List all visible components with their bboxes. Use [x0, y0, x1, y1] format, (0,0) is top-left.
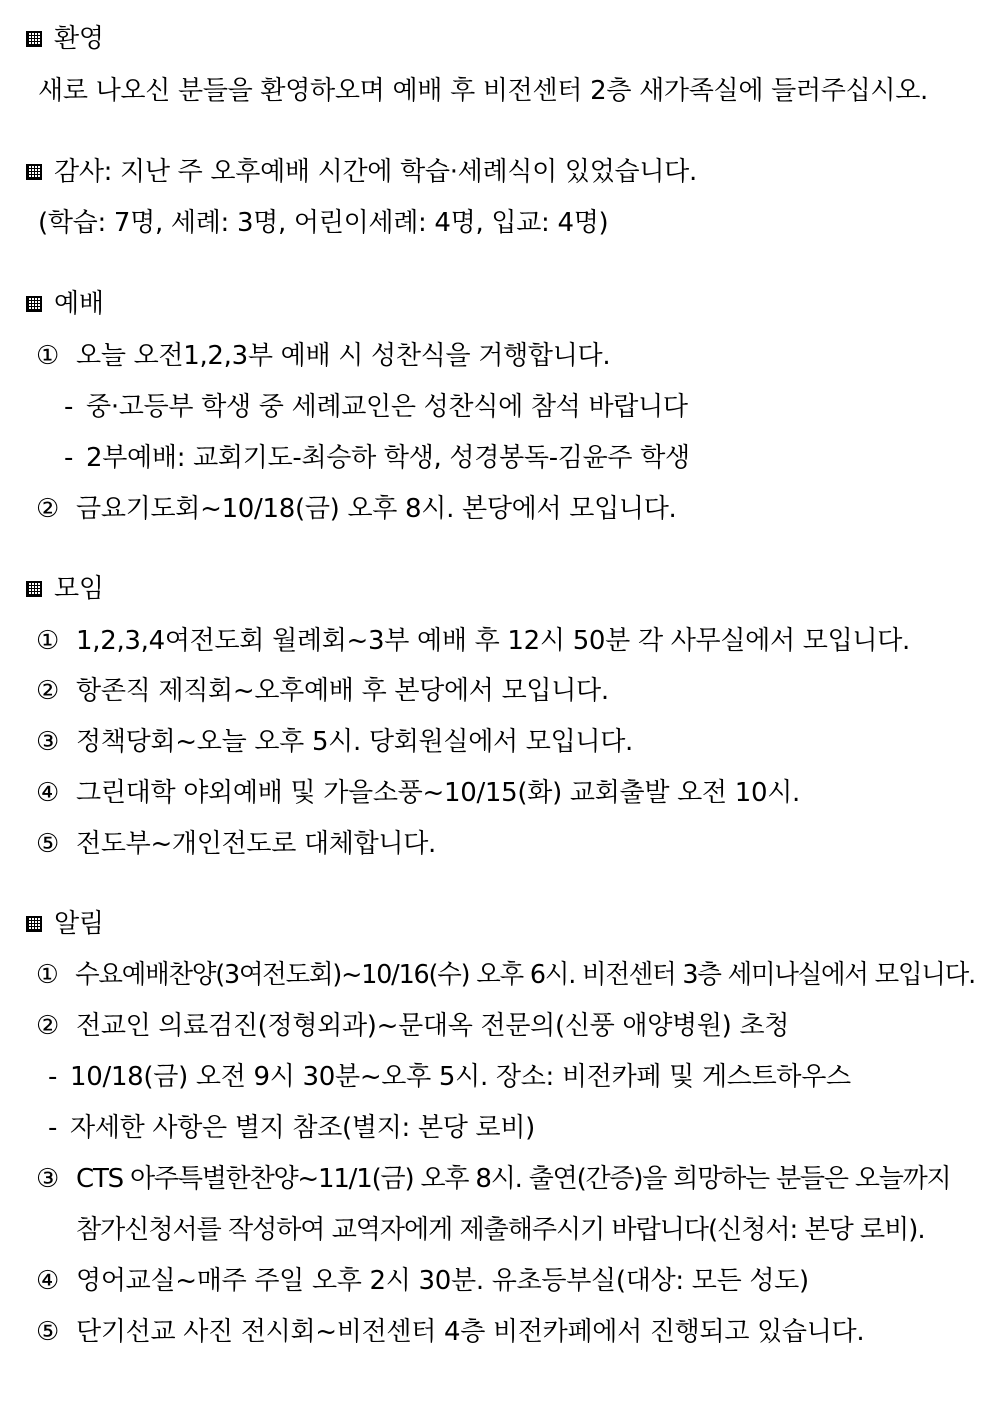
section-heading-meetings: [26, 572, 104, 606]
notices-item-2: [36, 1009, 789, 1043]
notices-subitem-1: [48, 1060, 851, 1094]
section-heading-welcome: [26, 22, 104, 56]
square-pattern-icon: [26, 31, 42, 47]
section-title: 모임: [54, 574, 104, 604]
section-title: 예배: [54, 289, 104, 319]
notices-item-5: [36, 1315, 864, 1349]
item-text: 정책당회~오늘 오후 5시. 당회원실에서 모입니다.: [76, 727, 634, 757]
item-number: ③: [36, 727, 60, 757]
item-number: ⑤: [36, 829, 60, 859]
item-number: ④: [36, 778, 60, 808]
item-text: CTS 아주특별한찬양~11/1(금) 오후 8시. 출연(간증)을 희망하는 분들은 오늘까지: [76, 1164, 951, 1194]
worship-item-1: [36, 339, 610, 373]
square-pattern-icon: [26, 164, 42, 180]
item-text: 그린대학 야외예배 및 가을소풍~10/15(화) 교회출발 오전 10시.: [76, 778, 800, 808]
item-text: 영어교실~매주 주일 오후 2시 30분. 유초등부실(대상: 모든 성도): [76, 1266, 809, 1296]
item-text: 1,2,3,4여전도회 월례회~3부 예배 후 12시 50분 각 사무실에서 모입니다.: [76, 626, 911, 656]
item-number: ④: [36, 1266, 60, 1296]
item-text: 전도부~개인전도로 대체합니다.: [76, 829, 437, 859]
worship-item-2: [36, 492, 677, 526]
square-pattern-icon: [26, 581, 42, 597]
thanks-detail: (학습: 7명, 세례: 3명, 어린이세례: 4명, 입교: 4명): [38, 208, 609, 238]
item-text: 10/18(금) 오전 9시 30분~오후 5시. 장소: 비전카페 및 게스트하우스: [70, 1062, 851, 1092]
item-dash: -: [64, 392, 74, 422]
meetings-item-1: [36, 624, 910, 658]
square-pattern-icon: [26, 916, 42, 932]
meetings-item-4: [36, 776, 800, 810]
notices-item-1: [36, 958, 975, 992]
meetings-item-2: [36, 674, 609, 708]
section-heading-worship: [26, 287, 104, 321]
notices-item-3-continued: 참가신청서를 작성하여 교역자에게 제출해주시기 바랍니다(신청서: 본당 로비).: [76, 1215, 925, 1245]
notices-subitem-2: [48, 1111, 535, 1145]
item-text: 오늘 오전1,2,3부 예배 시 성찬식을 거행합니다.: [76, 341, 611, 371]
item-text: 전교인 의료검진(정형외과)~문대옥 전문의(신풍 애양병원) 초청: [76, 1011, 790, 1041]
item-number: ②: [36, 494, 60, 524]
item-number: ①: [36, 626, 60, 656]
item-text: 금요기도회~10/18(금) 오후 8시. 본당에서 모입니다.: [76, 494, 677, 524]
item-dash: -: [48, 1113, 58, 1143]
item-text: 단기선교 사진 전시회~비전센터 4층 비전카페에서 진행되고 있습니다.: [76, 1317, 865, 1347]
item-text: 중·고등부 학생 중 세례교인은 성찬식에 참석 바랍니다: [86, 392, 688, 422]
item-number: ②: [36, 676, 60, 706]
item-number: ③: [36, 1164, 59, 1194]
item-number: ①: [36, 341, 60, 371]
section-heading-thanks: [26, 155, 697, 189]
item-text: 항존직 제직회~오후예배 후 본당에서 모입니다.: [76, 676, 609, 706]
item-number: ①: [36, 960, 58, 990]
worship-subitem-2: [64, 441, 690, 475]
notices-item-4: [36, 1264, 809, 1298]
square-pattern-icon: [26, 296, 42, 312]
welcome-body: 새로 나오신 분들을 환영하오며 예배 후 비전센터 2층 새가족실에 들러주십시오.: [38, 76, 929, 106]
item-number: ⑤: [36, 1317, 60, 1347]
item-text: 자세한 사항은 별지 참조(별지: 본당 로비): [70, 1113, 536, 1143]
item-dash: -: [48, 1062, 58, 1092]
section-title: 환영: [54, 24, 104, 54]
meetings-item-3: [36, 725, 633, 759]
section-title: 알림: [54, 909, 104, 939]
section-heading-notices: [26, 907, 104, 941]
item-number: ②: [36, 1011, 60, 1041]
worship-subitem-1: [64, 390, 688, 424]
meetings-item-5: [36, 827, 436, 861]
notices-item-3: [36, 1162, 950, 1196]
item-text: 수요예배찬양(3여전도회)~10/16(수) 오후 6시. 비전센터 3층 세미나실에서 모입니다.: [75, 960, 976, 990]
item-text: 2부예배: 교회기도-최승하 학생, 성경봉독-김윤주 학생: [86, 443, 690, 473]
section-title: 감사: 지난 주 오후예배 시간에 학습·세례식이 있었습니다.: [54, 157, 697, 187]
item-dash: -: [64, 443, 74, 473]
